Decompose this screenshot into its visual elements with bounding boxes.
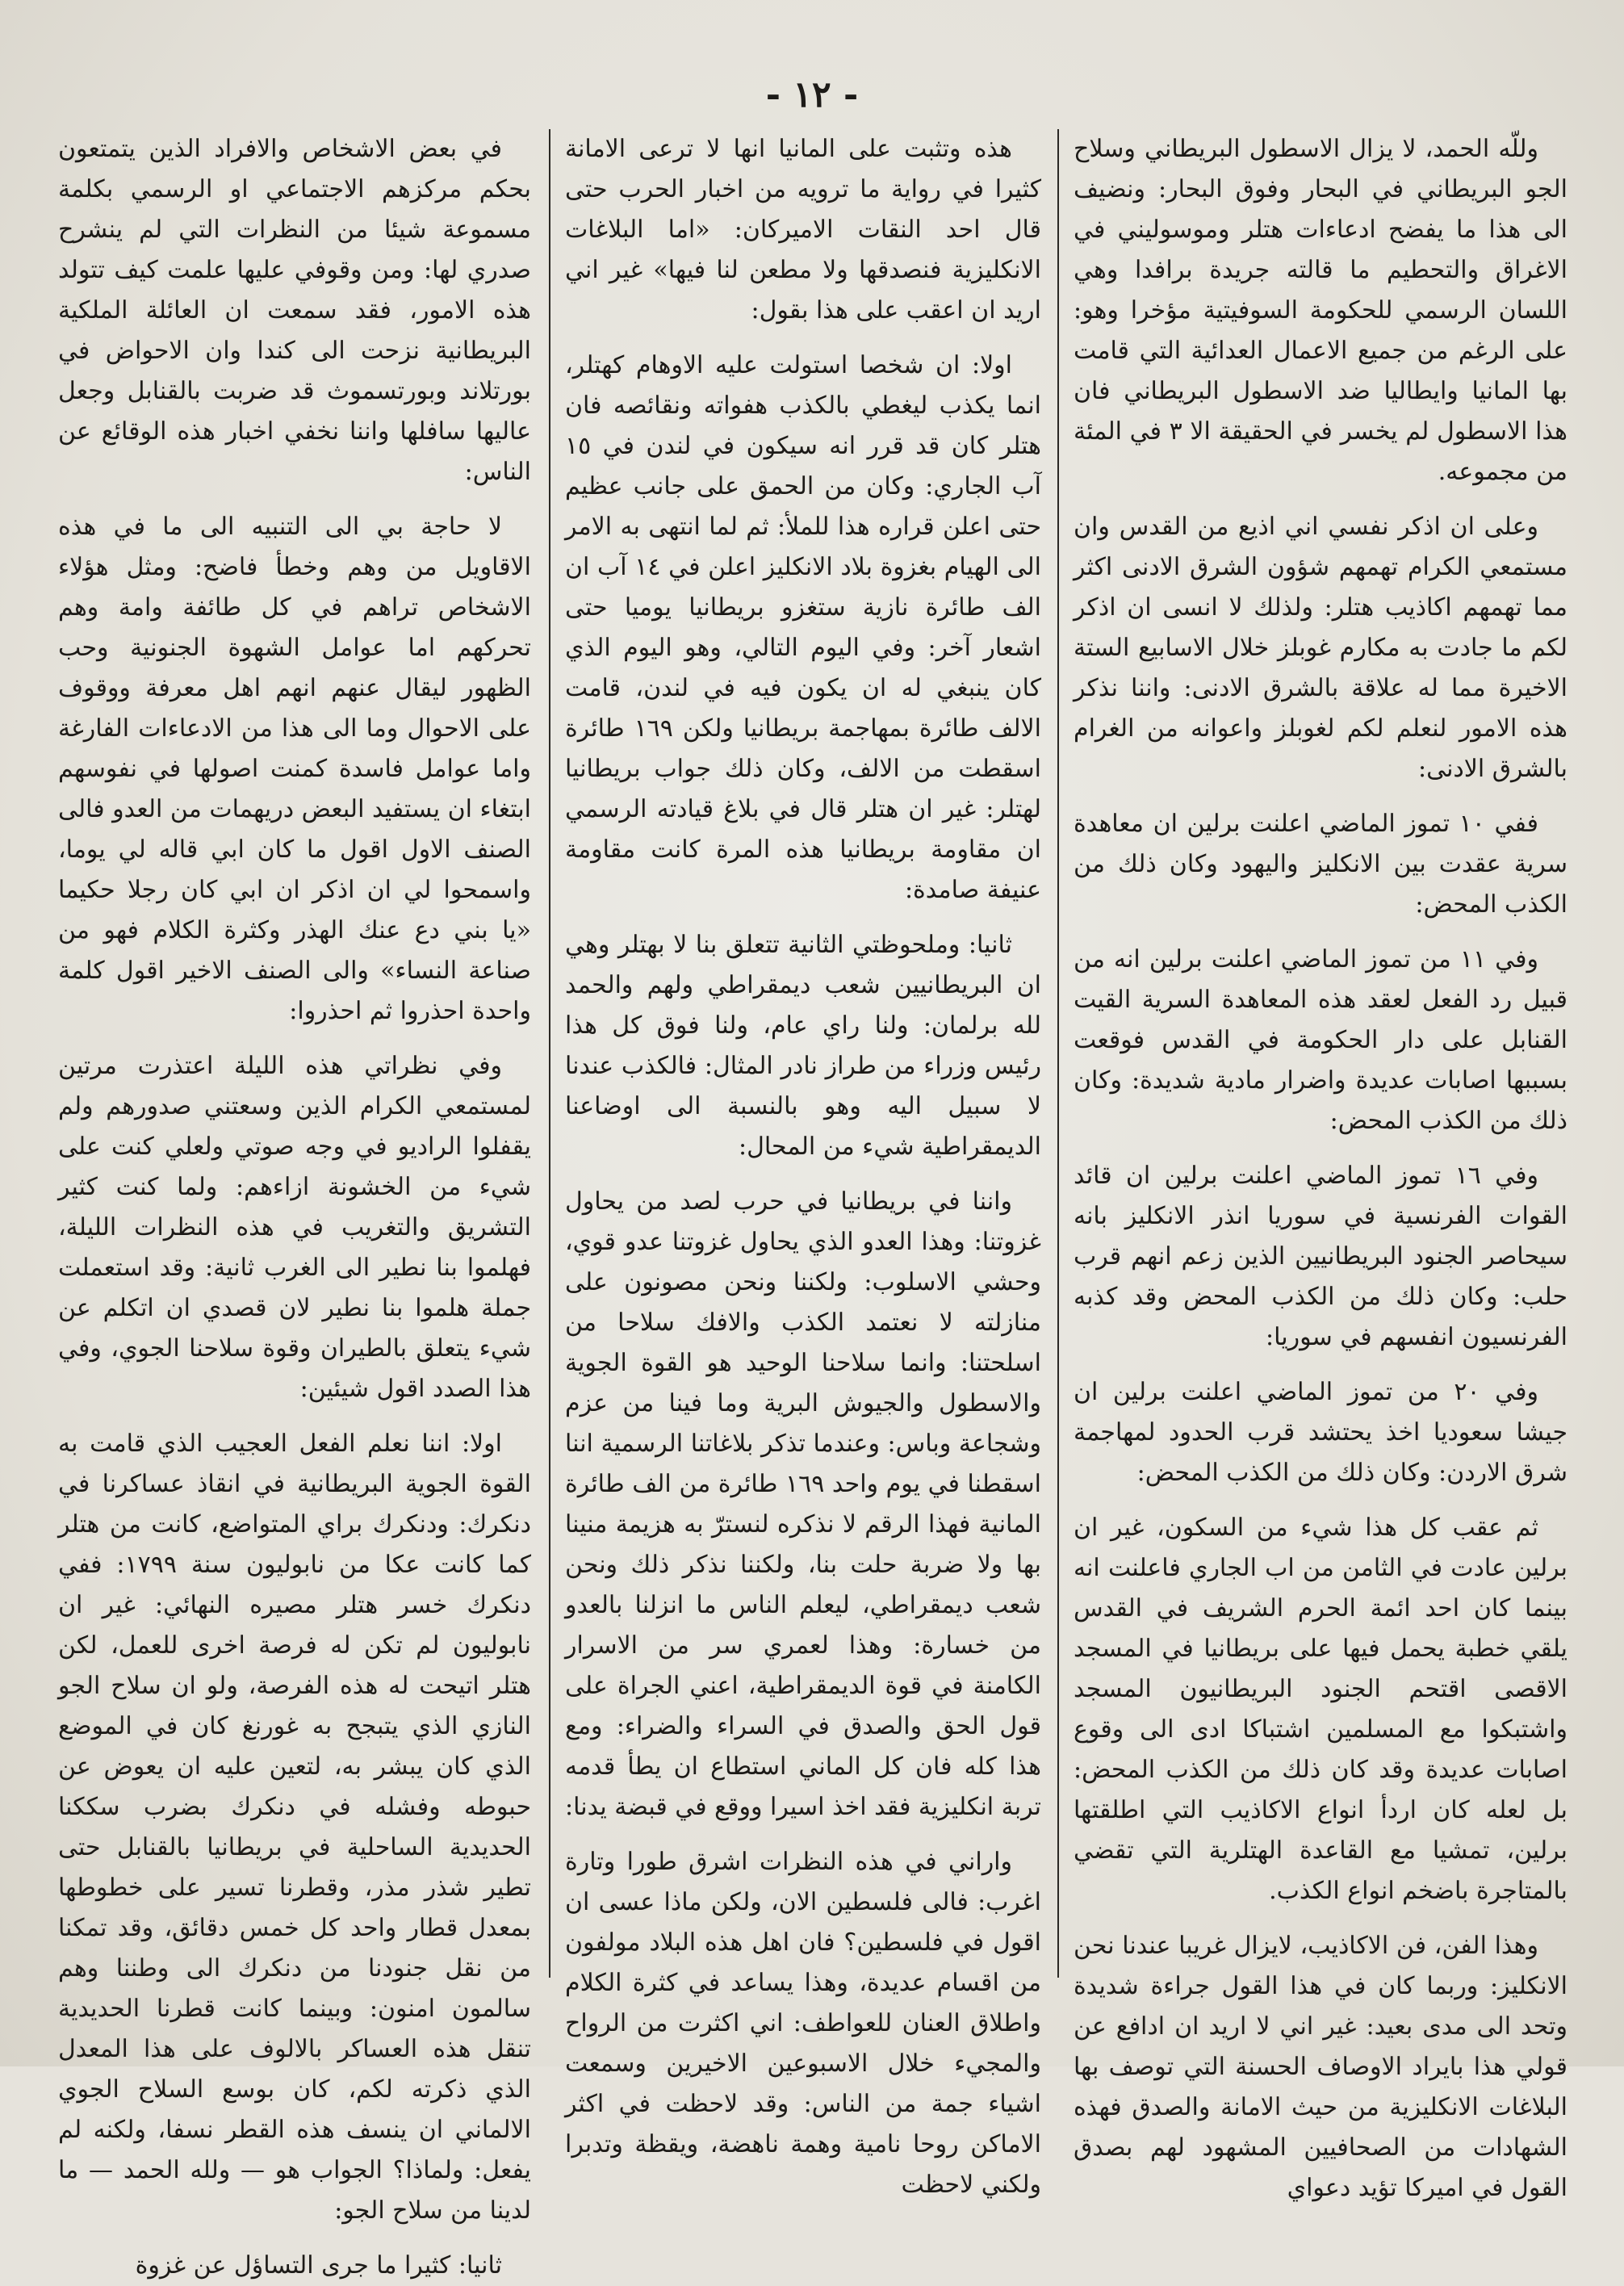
paragraph: وفي ٢٠ من تموز الماضي اعلنت برلين ان جيشا سعوديا اخذ يحتشد قرب الحدود لمهاجمة شرق الاردن: وكان ذلك من الكذب المحض: <box>1074 1378 1567 1487</box>
paragraph: لا حاجة بي الى التنبيه الى ما في هذه الاقاويل من وهم وخطأ فاضح: ومثل هؤلاء الاشخاص تراهم في كل طائفة وامة وهم تحركهم اما عوامل الشهوة الجنونية وحب الظهور ليقال عنهم انهم اهل معرفة ووقوف على الاحوال وما الى هذا من الادعاءات الفارغة واما عوامل فاسدة كمنت اصولها في نفوسهم ابتغاء ان يستفيد البعض دريهمات من العدو فالى الصنف الاول اقول ما كان ابي قاله لي يوما، واسمحوا لي ان اذكر ان ابي كان رجلا حكيما «يا بني دع عنك الهذر وكثرة الكلام فهو من صناعة النساء» والى الصنف الاخير اقول كلمة واحدة احذروا ثم احذروا: <box>58 513 531 1025</box>
paragraph: وهذا الفن، فن الاكاذيب، لايزال غريبا عندنا نحن الانكليز: وربما كان في هذا القول جراءة شديدة وتحد الى مدى بعيد: غير اني لا اريد ان ادافع عن قولي هذا بايراد الاوصاف الحسنة التي توصف بها البلاغات الانكليزية من حيث الامانة والصدق فهذه الشهادات من الصحافيين المشهود لهم بصدق القول في اميركا تؤيد دعواي <box>1074 1932 1567 2202</box>
paragraph: وللّه الحمد، لا يزال الاسطول البريطاني وسلاح الجو البريطاني في البحار وفوق البحار: ونضيف الى هذا ما يفضح ادعاءات هتلر وموسوليني في الاغراق والتحطيم ما قالته جريدة برافدا وهي اللسان الرسمي للحكومة السوفيتية مؤخرا وهو: على الرغم من جميع الاعمال العدائية التي قامت بها المانيا وايطاليا ضد الاسطول البريطاني فان هذا الاسطول لم يخسر في الحقيقة الا ٣ في المئة من مجموعه. <box>1074 135 1567 486</box>
paragraph: وعلى ان اذكر نفسي اني اذيع من القدس وان مستمعي الكرام تهمهم شؤون الشرق الادنى اكثر مما تهمهم اكاذيب هتلر: ولذلك لا انسى ان اذكر لكم ما جادت به مكارم غوبلز خلال الاسابيع الستة الاخيرة مما له علاقة بالشرق الادنى: واننا نذكر هذه الامور لنعلم لكم لغوبلز واعوانه من الغرام بالشرق الادنى: <box>1074 513 1567 783</box>
paragraph: اولا: اننا نعلم الفعل العجيب الذي قامت به القوة الجوية البريطانية في انقاذ عساكرنا في دنكرك: ودنكرك براي المتواضع، كانت من هتلر كما كانت عكا من نابوليون سنة ١٧٩٩: ففي دنكرك خسر هتلر مصيره النهائي: غير ان نابوليون لم تكن له فرصة اخرى للعمل، لكن هتلر اتيحت له هذه الفرصة، ولو ان سلاح الجو النازي الذي يتبجح به غورنغ كان في الموضع الذي كان يبشر به، لتعين عليه ان يعوض عن حبوطه وفشله في دنكرك بضرب سككنا الحديدية الساحلية في بريطانيا بالقنابل حتى تطير شذر مذر، وقطرنا تسير على خطوطها بمعدل قطار واحد كل خمس دقائق، وقد تمكنا من نقل جنودنا من دنكرك الى وطننا وهم سالمون امنون: وبينما كانت قطرنا الحديدية تنقل هذه العساكر بالالوف على هذا المعدل الذي ذكرته لكم، كان بوسع السلاح الجوي الالماني ان ينسف هذه القطر نسفا، ولكنه لم يفعل: ولماذا؟ الجواب هو — ولله الحمد — ما لدينا من سلاح الجو: <box>58 1430 531 2225</box>
column-left <box>58 129 531 2280</box>
column-middle <box>565 129 1042 2199</box>
paragraph: ففي ١٠ تموز الماضي اعلنت برلين ان معاهدة سرية عقدت بين الانكليز واليهود وكان ذلك من الكذب المحض: <box>1074 810 1567 919</box>
paragraph: ثم عقب كل هذا شيء من السكون، غير ان برلين عادت في الثامن من اب الجاري فاعلنت انه بينما كان احد ائمة الحرم الشريف في القدس يلقي خطبة يحمل فيها على بريطانيا في المسجد الاقصى اقتحم الجنود البريطانيون المسجد واشتبكوا مع المسلمين اشتباكا ادى الى وقوع اصابات عديدة وقد كان ذلك من الكذب المحض: بل لعله كان اردأ انواع الاكاذيب التي اطلقتها برلين، تمشيا مع القاعدة الهتلرية التي تقضي بالمتاجرة باضخم انواع الكذب. <box>1074 1514 1567 1905</box>
paragraph: ثانيا: كثيرا ما جرى التساؤل عن غزوة <box>135 2251 502 2280</box>
column-right <box>1074 129 1567 2202</box>
paragraph: واننا في بريطانيا في حرب لصد من يحاول غزوتنا: وهذا العدو الذي يحاول غزوتنا عدو قوي، وحشي الاسلوب: ولكننا ونحن مصونون على منازلته لا نعتمد الكذب والافك سلاحا من اسلحتنا: وانما سلاحنا الوحيد هو القوة الجوية والاسطول والجيوش البرية وما فينا من عزم وشجاعة وباس: وعندما تذكر بلاغاتنا الرسمية اننا اسقطنا في يوم واحد ١٦٩ طائرة من الف طائرة المانية فهذا الرقم لا نذكره لنسترّ به هزيمة منينا بها ولا ضربة حلت بنا، ولكننا نذكر ذلك ونحن شعب ديمقراطي، ليعلم الناس ما انزلنا بالعدو من خسارة: وهذا لعمري سر من الاسرار الكامنة في قوة الديمقراطية، اعني الجراة على قول الحق والصدق في السراء والضراء: ومع هذا كله فان كل الماني استطاع ان يطأ قدمه تربة انكليزية فقد اخذ اسيرا ووقع في قبضة يدنا: <box>565 1187 1041 1821</box>
paragraph: وفي نظراتي هذه الليلة اعتذرت مرتين لمستمعي الكرام الذين وسعتني صدورهم ولم يقفلوا الراديو في وجه صوتي ولعلي كنت على شيء من الخشونة ازاءهم: ولما كنت كثير التشريق والتغريب في هذه النظرات الليلة، فهلموا بنا نطير الى الغرب ثانية: وقد استعملت جملة هلموا بنا نطير لان قصدي ان اتكلم عن شيء يتعلق بالطيران وقوة سلاحنا الجوي، وفي هذا الصدد اقول شيئين: <box>58 1052 531 1403</box>
page-number: - ١٢ - <box>765 74 859 115</box>
paragraph: وفي ١٦ تموز الماضي اعلنت برلين ان قائد القوات الفرنسية في سوريا انذر الانكليز بانه سيحاصر الجنود البريطانيين الذين زعم انهم قرب حلب: وكان ذلك من الكذب المحض وقد كذبه الفرنسيون انفسهم في سوريا: <box>1074 1162 1567 1351</box>
column-divider-left <box>549 129 550 1978</box>
paragraph: واراني في هذه النظرات اشرق طورا وتارة اغرب: فالى فلسطين الان، ولكن ماذا عسى ان اقول في فلسطين؟ فان اهل هذه البلاد مولفون من اقسام عديدة، وهذا يساعد في كثرة الكلام واطلاق العنان للعواطف: اني اكثرت من الرواح والمجيء خلال الاسبوعين الاخيرين وسمعت اشياء جمة من الناس: وقد لاحظت في اكثر الاماكن روحا نامية وهمة ناهضة، ويقظة وتدبرا ولكني لاحظت <box>565 1848 1041 2199</box>
paragraph: ثانيا: وملحوظتي الثانية تتعلق بنا لا بهتلر وهي ان البريطانيين شعب ديمقراطي ولهم والحمد لله برلمان: ولنا راي عام، ولنا فوق كل هذا رئيس وزراء من طراز نادر المثال: فالكذب عندنا لا سبيل اليه وهو بالنسبة الى اوضاعنا الديمقراطية شيء من المحال: <box>565 931 1041 1161</box>
paragraph: اولا: ان شخصا استولت عليه الاوهام كهتلر، انما يكذب ليغطي بالكذب هفواته ونقائصه فان هتلر كان قد قرر انه سيكون في لندن في ١٥ آب الجاري: وكان من الحمق على جانب عظيم حتى اعلن قراره هذا للملأ: ثم لما انتهى به الامر الى الهيام بغزوة بلاد الانكليز اعلن في ١٤ آب ان الف طائرة نازية ستغزو بريطانيا يوميا حتى اشعار آخر: وفي اليوم التالي، وهو اليوم الذي كان ينبغي له ان يكون فيه في لندن، قامت الالف طائرة بمهاجمة بريطانيا ولكن ١٦٩ طائرة اسقطت من الالف، وكان ذلك جواب بريطانيا لهتلر: غير ان هتلر قال في بلاغ قيادته الرسمي ان مقاومة بريطانيا هذه المرة كانت مقاومة عنيفة صامدة: <box>565 351 1042 904</box>
column-divider-right <box>1057 129 1059 1978</box>
paragraph: في بعض الاشخاص والافراد الذين يتمتعون بحكم مركزهم الاجتماعي او الرسمي بكلمة مسموعة شيئا من النظرات التي لم ينشرح صدري لها: ومن وقوفي عليها علمت كيف تتولد هذه الامور، فقد سمعت ان العائلة الملكية البريطانية نزحت الى كندا وان الاحواض في بورتلاند وبورتسموث قد ضربت بالقنابل وجعل عاليها سافلها واننا نخفي اخبار هذه الوقائع عن الناس: <box>58 135 531 486</box>
paragraph: هذه وتثبت على المانيا انها لا ترعى الامانة كثيرا في رواية ما ترويه من اخبار الحرب حتى قال احد النقات الاميركان: «اما البلاغات الانكليزية فنصدقها ولا مطعن لنا فيها» غير اني اريد ان اعقب على هذا بقول: <box>565 135 1041 324</box>
paragraph: وفي ١١ من تموز الماضي اعلنت برلين انه من قبيل رد الفعل لعقد هذه المعاهدة السرية القيت القنابل على دار الحكومة في القدس فوقعت بسببها اصابات عديدة واضرار مادية شديدة: وكان ذلك من الكذب المحض: <box>1074 945 1567 1135</box>
